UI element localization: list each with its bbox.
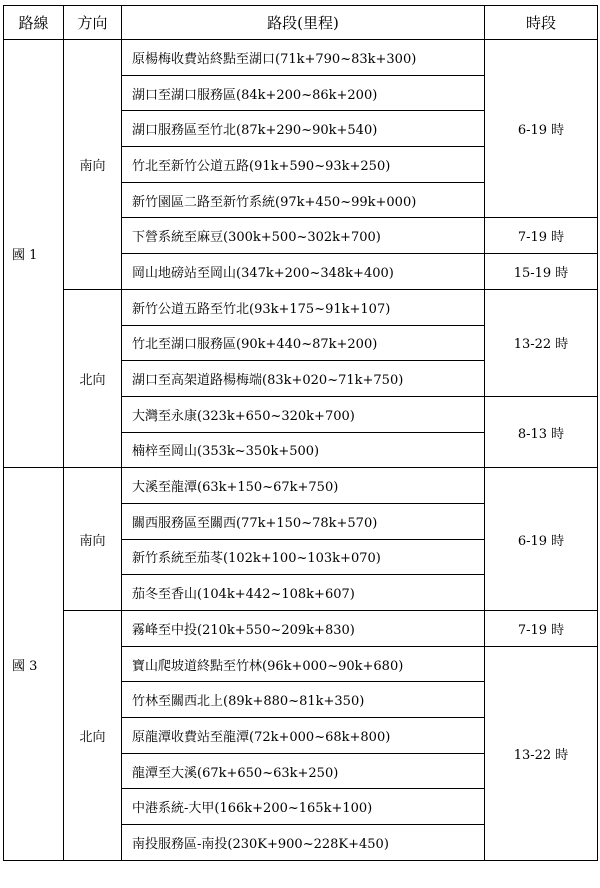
segment-cell: 關西服務區至關西(77k+150~78k+570) [122,503,485,539]
time-cell: 13-22 時 [485,289,598,396]
segment-cell: 新竹公道五路至竹北(93k+175~91k+107) [122,289,485,325]
segment-cell: 楠梓至岡山(353k~350k+500) [122,432,485,468]
header-time: 時段 [485,6,598,40]
segment-cell: 新竹系統至茄苳(102k+100~103k+070) [122,539,485,575]
direction-cell: 南向 [64,40,122,290]
segment-cell: 竹北至湖口服務區(90k+440~87k+200) [122,325,485,361]
direction-cell: 北向 [64,611,122,861]
header-direction: 方向 [64,6,122,40]
time-cell: 8-13 時 [485,396,598,467]
table-row [4,40,598,76]
direction-cell: 北向 [64,289,122,467]
segment-cell: 茄冬至香山(104k+442~108k+607) [122,575,485,611]
route-cell: 國 1 [4,40,64,468]
segment-cell: 南投服務區-南投(230K+900~228K+450) [122,825,485,861]
time-cell: 15-19 時 [485,254,598,290]
route-cell: 國 3 [4,468,64,861]
header-segment: 路段(里程) [122,6,485,40]
segment-cell: 湖口服務區至竹北(87k+290~90k+540) [122,111,485,147]
segment-cell: 大溪至龍潭(63k+150~67k+750) [122,468,485,504]
table-body [4,40,598,861]
time-cell: 6-19 時 [485,40,598,218]
table-row [4,468,598,504]
header-row [4,6,598,40]
time-cell: 7-19 時 [485,611,598,647]
segment-cell: 下營系統至麻豆(300k+500~302k+700) [122,218,485,254]
segment-cell: 霧峰至中投(210k+550~209k+830) [122,611,485,647]
segment-cell: 岡山地磅站至岡山(347k+200~348k+400) [122,254,485,290]
direction-cell: 南向 [64,468,122,611]
segment-cell: 中港系統-大甲(166k+200~165k+100) [122,789,485,825]
segment-cell: 竹林至關西北上(89k+880~81k+350) [122,682,485,718]
segment-cell: 寶山爬坡道終點至竹林(96k+000~90k+680) [122,646,485,682]
segment-cell: 龍潭至大溪(67k+650~63k+250) [122,753,485,789]
segment-cell: 竹北至新竹公道五路(91k+590~93k+250) [122,147,485,183]
segment-cell: 原龍潭收費站至龍潭(72k+000~68k+800) [122,718,485,754]
time-cell: 7-19 時 [485,218,598,254]
segment-cell: 湖口至湖口服務區(84k+200~86k+200) [122,75,485,111]
time-cell: 13-22 時 [485,646,598,860]
time-cell: 6-19 時 [485,468,598,611]
segment-cell: 湖口至高架道路楊梅端(83k+020~71k+750) [122,361,485,397]
segment-cell: 原楊梅收費站終點至湖口(71k+790~83k+300) [122,40,485,76]
header-route: 路線 [4,6,64,40]
schedule-table [3,5,598,861]
table-row [4,611,598,647]
table-row [4,289,598,325]
segment-cell: 新竹園區二路至新竹系統(97k+450~99k+000) [122,182,485,218]
segment-cell: 大灣至永康(323k+650~320k+700) [122,396,485,432]
